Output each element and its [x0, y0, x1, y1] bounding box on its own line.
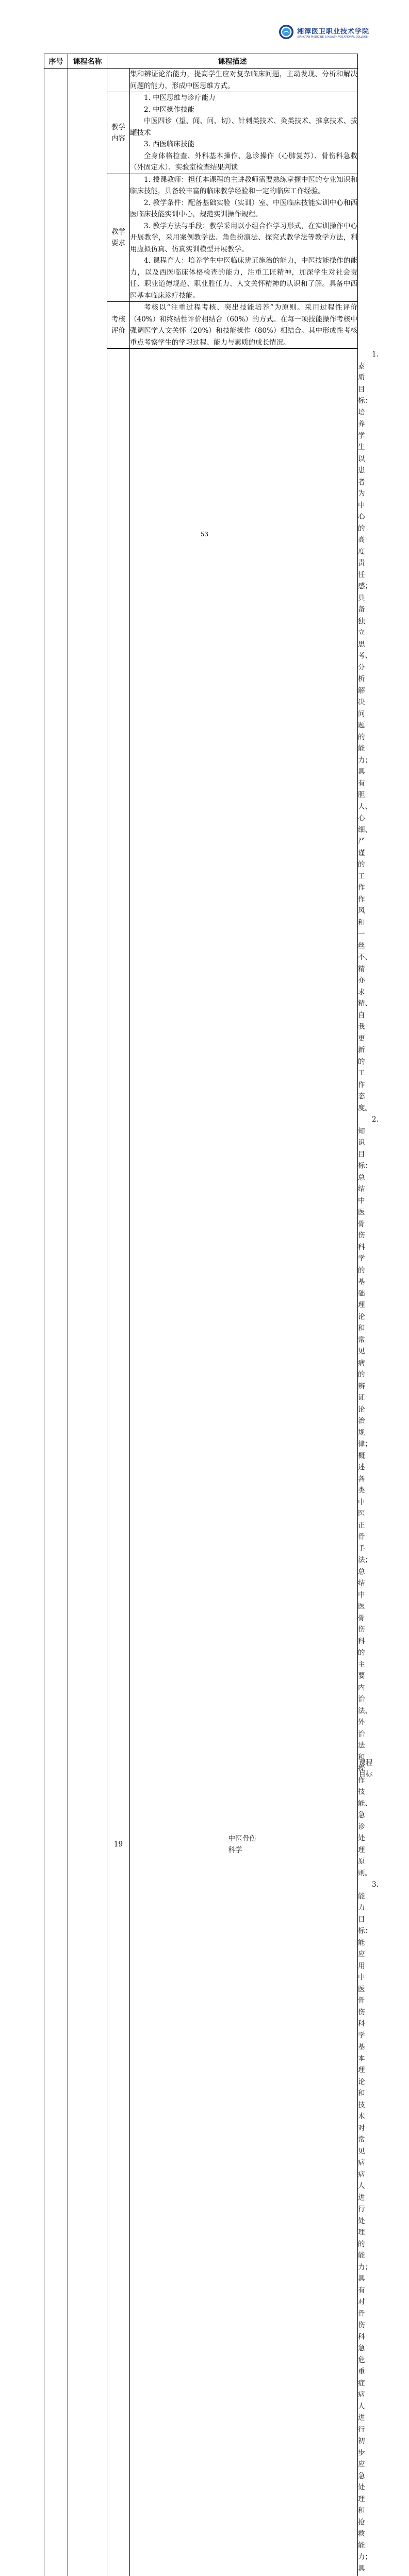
prev-no-cell: [44, 69, 68, 2576]
header-course-desc: 课程描述: [107, 54, 358, 69]
teaching-content-desc: 1. 中医思维与诊疗能力 2. 中医操作技能 中医四诊（望、闻、问、切）、针刺类技术、灸类技术、推拿技术、拔罐技术 3. 西医临床技能 全身体格检查、外科基本操作、急诊操作（心肺复苏）、骨伤科急救（外固定术）、实验室检查结果判读: [130, 92, 358, 174]
evaluation-desc: 考核以“注重过程考核、突出技能培养”为原则。采用过程性评价（40%）和终结性评价相结合（60%）的方式。在每一项技能操作考核中强调医学人文关怀（20%）和技能操作（80%）相结合。其中形成性考核重点考察学生的学习过程、能力与素质的成长情况。: [130, 302, 358, 349]
header-no: 序号: [44, 54, 68, 69]
logo-english-name: XIANGTAN MEDICINE & HEALTH VOCATIONAL COLLEGE: [297, 36, 369, 39]
college-seal-icon: [279, 24, 294, 40]
sub-label-teaching-content: 教学内容: [107, 92, 130, 174]
table-row: [44, 69, 358, 92]
teaching-req-desc: 1. 授课教师：担任本课程的主讲教师需要熟练掌握中医的专业知识和临床技能，具备较丰富的临床教学经验和一定的临床工作经验。 2. 教学条件：配备基础实验（实训）室、中医临床技能实训中心和西医临床技能实训中心，规范实训操作规程。 3. 教学方法与手段：教学采用以小组合作学习形式，在实训操作中心开展教学，采用案例教学法、角色扮演法、探究式教学法等教学方法，利用虚拟仿真、仿真实训模型开展教学。 4. 课程育人：培养学生中医临床辨证施治的能力，中医技能操作的能力，以及西医临床体格检查的能力，注重工匠精神，加深学生对社会责任、职业道德规范、职业胜任力、人文关怀精神的认识和了解。具备中西医基本临床诊疗技能。: [130, 174, 358, 302]
course-name: 中医骨伤科学: [130, 349, 358, 2576]
prev-name-cell: [68, 69, 107, 2576]
course-table: [44, 54, 358, 2576]
college-logo: [279, 23, 387, 41]
header-course-name: 课程名称: [68, 54, 107, 69]
continued-desc: 集和辨证论治能力，提高学生应对复杂临床问题，主动发现、分析和解决问题的能力，形成中医思维方式。: [130, 69, 358, 92]
sub-label-teaching-req: 教学要求: [107, 174, 130, 302]
page-number: 53: [0, 531, 409, 538]
course-no: 19: [107, 349, 130, 2576]
table-header-row: [44, 54, 358, 69]
table-row: 19 中医骨伤科学 课程目标 1. 素质目标：培养学生以患者为中心的高度责任感；具备独立思考、分析解决问题的能力；具有胆大、心细、严谨的工作作风和一丝不、精亦求精、自我更新的工作态度。 2. 知识目标：总结中医骨伤科学的基础理论和常见病的辨证论治规律；概述各类中医正骨手法；总结中医骨伤科的主要内治法、外治法和操作技能、急诊处理原则。 3. 能力目标：能应用中医骨伤科学基本理论和技术对常见病病人进行处理的能力；具有对骨伤科急危重症病人进行初步应急处理和抢救能力；具: [44, 349, 358, 2576]
continued-sub-cell: [107, 69, 130, 92]
logo-chinese-name: 湘潭医卫职业技术学院: [297, 26, 369, 36]
sub-label-evaluation: 考核评价: [107, 302, 130, 349]
